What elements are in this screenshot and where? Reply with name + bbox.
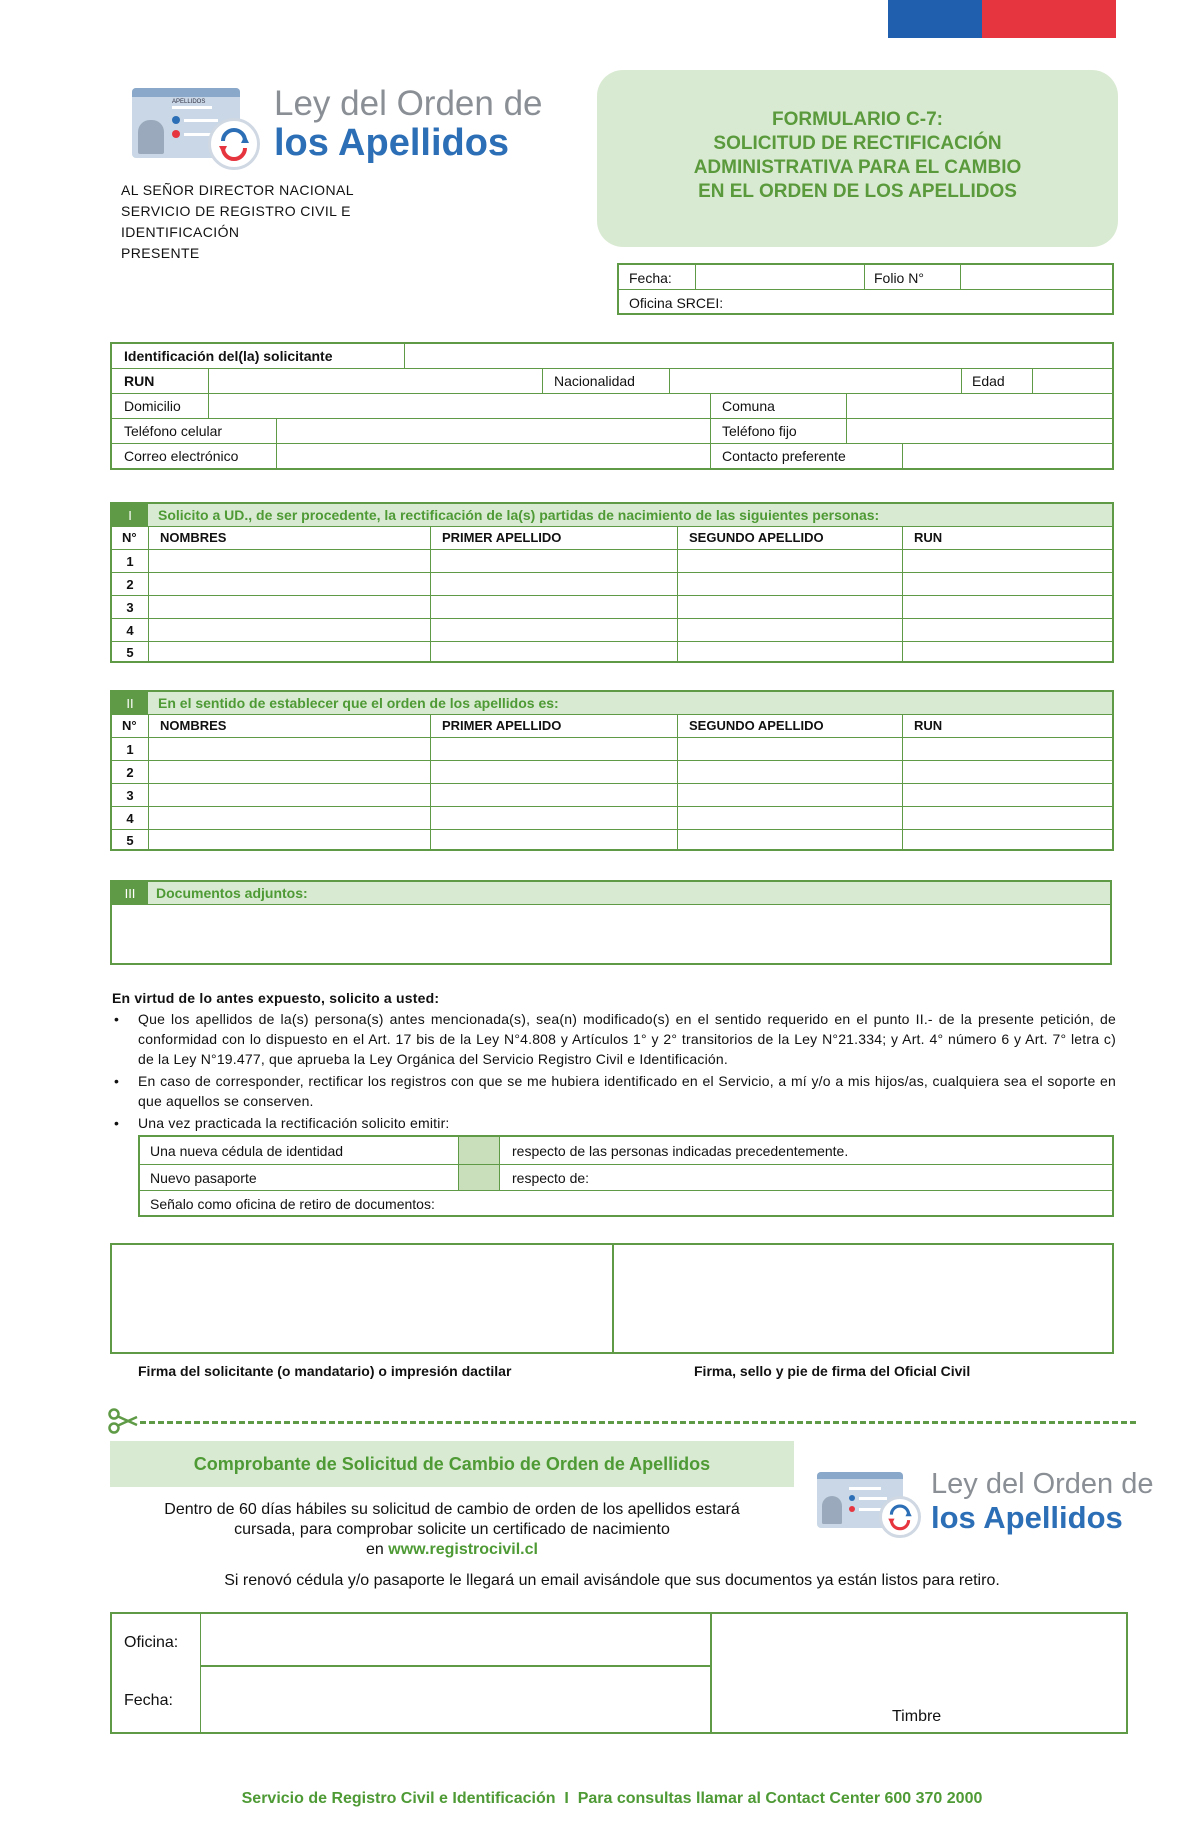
request-bullet: Una vez practicada la rectificación solicito emitir: (138, 1115, 450, 1131)
col-header-nombres: NOMBRES (160, 718, 227, 733)
row-number: 1 (126, 554, 134, 569)
request-bullet: Que los apellidos de la(s) persona(s) antes mencionada(s), sea(n) modificado(s) en el sentido requerido en el punto II.- de la presente petición, de conformidad con lo dispuesto en el Art. 17 bis de la Ley N°4.808 y Artículos 1° y 2° transitorios de la Ley N°21.334; y Art. 4° número 6 y Art. 7° letra c) de la Ley N°19.477, que aprueba la Ley Orgánica del Servicio Registro Civil e Identificación. (138, 1011, 1116, 1067)
cedula-option-note: respecto de las personas indicadas precedentemente. (512, 1143, 849, 1159)
timbre-label: Timbre (892, 1708, 942, 1725)
receipt-oficina-label: Oficina: (124, 1634, 179, 1651)
receipt-fecha-label: Fecha: (124, 1692, 173, 1709)
receipt-title: Comprobante de Solicitud de Cambio de Orden de Apellidos (193, 1454, 711, 1474)
contacto-field[interactable] (903, 444, 1112, 468)
oficina-retiro-label: Señalo como oficina de retiro de documentos: (150, 1196, 435, 1212)
receipt-title-bar (110, 1441, 794, 1487)
col-header-nombres: NOMBRES (160, 530, 227, 545)
cedula-checkbox[interactable] (459, 1137, 499, 1164)
col-header-num: N° (122, 718, 137, 733)
col-header-segundo-apellido: SEGUNDO APELLIDO (689, 530, 824, 545)
logo-card-label: APELLIDOS (172, 99, 206, 105)
receipt-fecha-field[interactable] (201, 1667, 709, 1732)
section-1-title: Solicito a UD., de ser procedente, la rectificación de la(s) partidas de nacimiento de las siguientes personas: (148, 504, 1112, 526)
logo (132, 84, 543, 174)
section-3-box (110, 880, 1112, 965)
oficina-srcei-label: Oficina SRCEI: (629, 295, 724, 311)
receipt-text-line: Dentro de 60 días hábiles su solicitud de cambio de orden de los apellidos estará (164, 1501, 740, 1518)
col-header-num: N° (122, 530, 137, 545)
section-3-number: III (112, 882, 148, 904)
col-header-primer-apellido: PRIMER APELLIDO (442, 718, 562, 733)
receipt-notice: Si renovó cédula y/o pasaporte le llegará un email avisándole que sus documentos ya están listos para retiro. (224, 1572, 1000, 1589)
issue-options-table (138, 1135, 1114, 1217)
row-number: 4 (126, 811, 134, 826)
pasaporte-respecto-field[interactable] (600, 1165, 1110, 1190)
nacionalidad-label: Nacionalidad (554, 373, 635, 389)
form-title-box (597, 70, 1118, 247)
correo-field[interactable] (277, 444, 709, 468)
addressee-line: AL SEÑOR DIRECTOR NACIONAL (121, 182, 354, 198)
receipt-fields-box (110, 1612, 1128, 1734)
section-2-table (110, 690, 1114, 851)
signature-box-official[interactable] (612, 1243, 1114, 1354)
row-number: 3 (126, 600, 134, 615)
oficina-srcei-field[interactable] (739, 290, 1109, 313)
nacionalidad-field[interactable] (670, 369, 960, 393)
signature-label-applicant: Firma del solicitante (o mandatario) o impresión dactilar (138, 1363, 512, 1379)
pasaporte-checkbox[interactable] (459, 1165, 499, 1190)
row-number: 1 (126, 742, 134, 757)
logo-title-line2: los Apellidos (274, 122, 510, 164)
cedula-option-label: Una nueva cédula de identidad (150, 1143, 344, 1159)
receipt-text-line: cursada, para comprobar solicite un certificado de nacimiento (234, 1521, 670, 1538)
col-header-run: RUN (914, 718, 943, 733)
flag-bar-blue (888, 0, 982, 38)
form-title-line: ADMINISTRATIVA PARA EL CAMBIO (693, 157, 1022, 178)
folio-label: Folio N° (874, 270, 924, 286)
fecha-field[interactable] (696, 265, 864, 289)
contacto-label: Contacto preferente (722, 448, 846, 464)
office-box (617, 263, 1114, 315)
applicant-title: Identificación del(la) solicitante (124, 348, 333, 364)
pasaporte-option-note: respecto de: (512, 1170, 590, 1186)
row-number: 2 (126, 765, 134, 780)
run-field[interactable] (209, 369, 541, 393)
logo-title-line1: Ley del Orden de (274, 84, 543, 123)
section-2-title: En el sentido de establecer que el orden de los apellidos es: (148, 692, 1112, 714)
swap-arrows-icon (879, 1496, 921, 1538)
logo-title-line2: los Apellidos (931, 1500, 1123, 1535)
fecha-label: Fecha: (629, 270, 672, 286)
form-title-line: SOLICITUD DE RECTIFICACIÓN (713, 133, 1002, 154)
comuna-label: Comuna (722, 398, 775, 414)
col-header-primer-apellido: PRIMER APELLIDO (442, 530, 562, 545)
request-bullet: En caso de corresponder, rectificar los registros con que se me hubiera identificado en el Servicio, a mí y/o a mis hijos/as, cualquiera sea el soporte en que aquellos se conserven. (138, 1073, 1116, 1109)
flag-bar-red (982, 0, 1116, 38)
run-label: RUN (124, 373, 155, 389)
domicilio-field[interactable] (209, 394, 709, 418)
folio-field[interactable] (961, 265, 1111, 289)
section-2-number: II (112, 692, 148, 714)
receipt-text-line: en (366, 1541, 389, 1558)
receipt-oficina-field[interactable] (201, 1614, 709, 1664)
section-1-entry-area[interactable] (149, 550, 1112, 661)
form-title-line: EN EL ORDEN DE LOS APELLIDOS (698, 181, 1017, 202)
row-number: 2 (126, 577, 134, 592)
edad-field[interactable] (1033, 369, 1112, 393)
section-1-number: I (112, 504, 148, 526)
logo-small (817, 1468, 1154, 1543)
signature-label-official: Firma, sello y pie de firma del Oficial Civil (694, 1363, 971, 1379)
section-1-table (110, 502, 1114, 663)
pasaporte-option-label: Nuevo pasaporte (150, 1170, 257, 1186)
addressee (121, 180, 441, 264)
addressee-line: PRESENTE (121, 245, 200, 261)
request-bullets: • Que los apellidos de la(s) persona(s) antes mencionada(s), sea(n) modificado(s) en el sentido requerido en el punto II.- de la presente petición, de conformidad con lo dispuesto en el Art. 17 bis de la Ley N°4.808 y Artículos 1° y 2° transitorios de la Ley N°21.334; y Art. 4° número 6 y Art. 7° letra c) de la Ley N°19.477, que aprueba la Ley Orgánica del Servicio Registro Civil e Identificación. • En caso de corresponder, rectificar los registros con que se me hubiera identificado en el Servicio, a mí y/o a mis hijos/as, cualquiera sea el soporte en que aquellos se conserven. • Una vez practicada la rectificación solicito emitir: (114, 1011, 1116, 1131)
domicilio-label: Domicilio (124, 398, 181, 414)
scissors-icon (108, 1408, 138, 1434)
form-title-line: FORMULARIO C-7: (772, 109, 943, 130)
row-number: 5 (126, 645, 134, 660)
swap-arrows-icon (208, 118, 260, 170)
cut-line (140, 1421, 1136, 1424)
addressee-line: SERVICIO DE REGISTRO CIVIL E (121, 203, 351, 219)
correo-label: Correo electrónico (124, 448, 239, 464)
telefono-celular-field[interactable] (277, 419, 709, 443)
footer-text: Servicio de Registro Civil e Identificación I Para consultas llamar al Contact Center 600 370 2000 (241, 1790, 983, 1807)
documentos-adjuntos-field[interactable] (112, 905, 1110, 963)
telefono-fijo-label: Teléfono fijo (722, 423, 797, 439)
applicant-table (110, 342, 1114, 470)
applicant-name-field[interactable] (405, 344, 1112, 368)
col-header-run: RUN (914, 530, 943, 545)
col-header-segundo-apellido: SEGUNDO APELLIDO (689, 718, 824, 733)
comuna-field[interactable] (847, 394, 1112, 418)
registrocivil-link[interactable]: www.registrocivil.cl (388, 1541, 538, 1558)
oficina-retiro-field[interactable] (620, 1191, 1110, 1215)
addressee-line: IDENTIFICACIÓN (121, 224, 240, 240)
section-2-entry-area[interactable] (149, 738, 1112, 849)
request-intro: En virtud de lo antes expuesto, solicito a usted: (112, 990, 440, 1006)
telefono-celular-label: Teléfono celular (124, 423, 223, 439)
row-number: 3 (126, 788, 134, 803)
edad-label: Edad (972, 373, 1005, 389)
receipt-text (110, 1500, 794, 1560)
row-number: 5 (126, 833, 134, 848)
row-number: 4 (126, 623, 134, 638)
signature-box-applicant[interactable] (110, 1243, 614, 1354)
logo-title-line1: Ley del Orden de (931, 1468, 1154, 1500)
telefono-fijo-field[interactable] (847, 419, 1112, 443)
section-3-title: Documentos adjuntos: (148, 882, 1110, 904)
